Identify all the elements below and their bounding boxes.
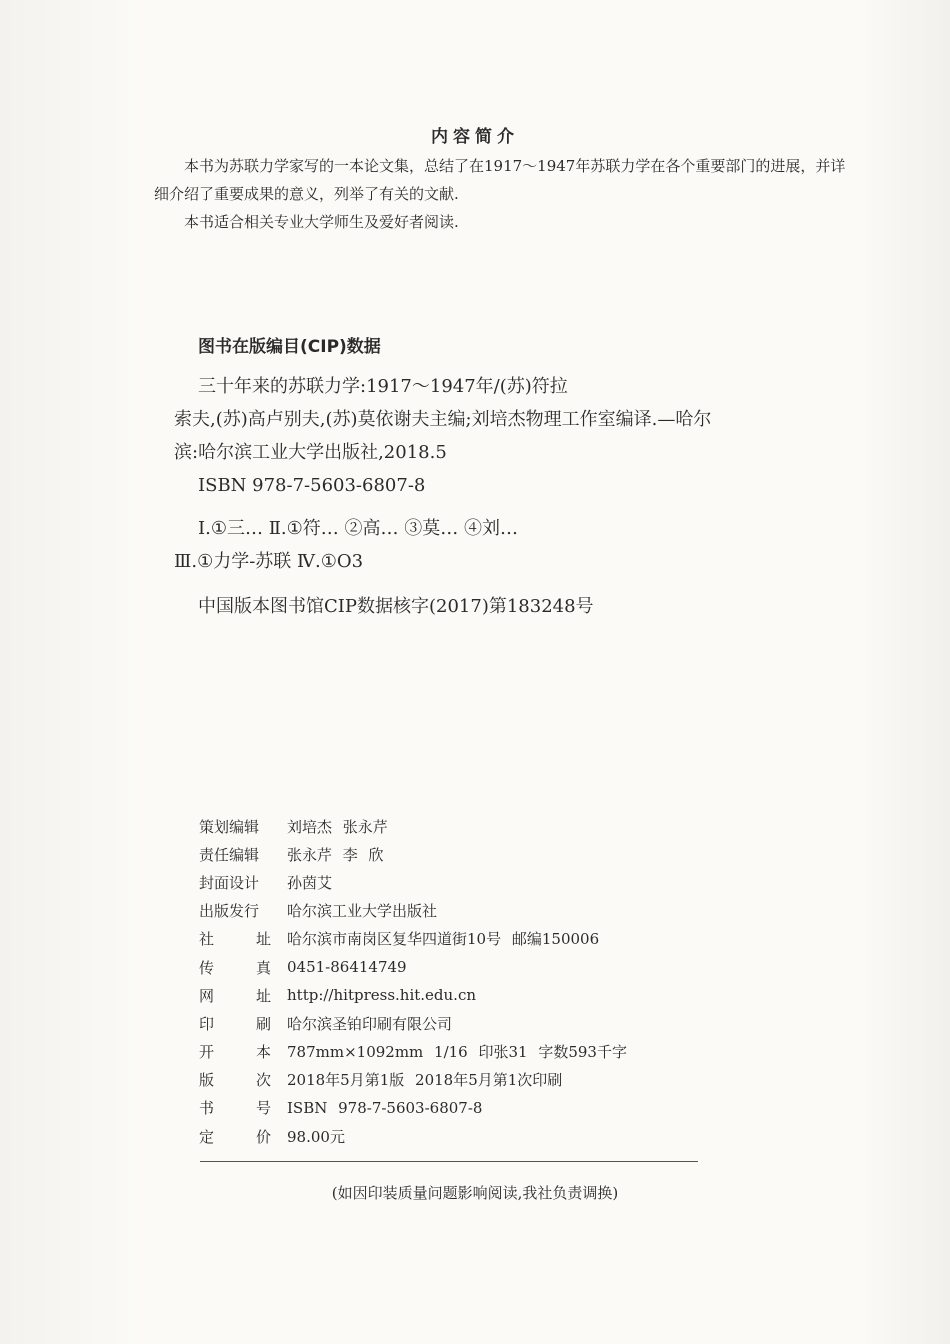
pub-row-fax xyxy=(199,953,627,981)
pub-value: 98.00元 xyxy=(287,1127,345,1146)
pub-row-format xyxy=(199,1038,627,1066)
pub-value: 787mm×1092mm 1/16 印张31 字数593千字 xyxy=(287,1043,627,1062)
pub-value: 张永芹 李 欣 xyxy=(287,845,384,864)
summary-paragraph-2: 本书适合相关专业大学师生及爱好者阅读. xyxy=(184,213,459,231)
pub-value: 刘培杰 张永芹 xyxy=(287,817,388,836)
pub-row-printer xyxy=(199,1009,627,1037)
pub-value: 哈尔滨市南岗区复华四道街10号 邮编150006 xyxy=(287,930,600,949)
pub-label: 印 刷 xyxy=(199,1014,271,1033)
pub-row-edition xyxy=(199,1066,627,1094)
pub-row-price xyxy=(199,1122,627,1150)
pub-value: http://hitpress.hit.edu.cn xyxy=(287,986,477,1005)
cip-record-line-3: 滨:哈尔滨工业大学出版社,2018.5 xyxy=(174,442,447,463)
cip-isbn: ISBN 978-7-5603-6807-8 xyxy=(198,475,426,496)
summary-body xyxy=(154,152,854,236)
cip-subject-line-1: Ⅰ.①三… Ⅱ.①符… ②高… ③莫… ④刘… xyxy=(198,518,518,539)
pub-row-address xyxy=(199,925,627,953)
pub-value: 2018年5月第1版 2018年5月第1次印刷 xyxy=(287,1071,563,1090)
cip-subject-line-2: Ⅲ.①力学-苏联 Ⅳ.①O3 xyxy=(174,551,364,572)
pub-row-planning-editor xyxy=(199,812,627,840)
pub-label: 版 次 xyxy=(199,1071,271,1090)
pub-label: 出版发行 xyxy=(199,902,260,921)
cip-record-line-2: 索夫,(苏)高卢别夫,(苏)莫依谢夫主编;刘培杰物理工作室编译.—哈尔 xyxy=(174,409,712,430)
pub-label: 社 址 xyxy=(199,930,271,949)
cip-heading: 图书在版编目(CIP)数据 xyxy=(198,337,381,357)
cip-record xyxy=(174,370,864,623)
scan-shade-left xyxy=(0,0,140,1344)
pub-label: 网 址 xyxy=(199,986,271,1005)
footer-note: (如因印装质量问题影响阅读,我社负责调换) xyxy=(331,1184,619,1202)
pub-label: 定 价 xyxy=(199,1127,271,1146)
pub-value: ISBN 978-7-5603-6807-8 xyxy=(287,1098,483,1117)
pub-row-cover-design xyxy=(199,868,627,896)
cip-record-line-1: 三十年来的苏联力学:1917～1947年/(苏)符拉 xyxy=(198,376,568,397)
pub-value: 孙茵艾 xyxy=(287,873,333,892)
publishing-info xyxy=(199,812,627,1150)
pub-label: 策划编辑 xyxy=(199,817,260,836)
pub-label: 封面设计 xyxy=(199,873,260,892)
pub-value: 0451-86414749 xyxy=(287,958,407,977)
pub-value: 哈尔滨圣铂印刷有限公司 xyxy=(287,1014,453,1033)
pub-row-website xyxy=(199,981,627,1009)
pub-label: 开 本 xyxy=(199,1043,271,1062)
pub-label: 书 号 xyxy=(199,1099,271,1118)
scan-shade-right xyxy=(860,0,950,1344)
summary-title: 内容简介 xyxy=(431,127,519,147)
pub-value: 哈尔滨工业大学出版社 xyxy=(287,902,438,921)
pub-row-isbn xyxy=(199,1094,627,1122)
pub-label: 传 真 xyxy=(199,958,271,977)
divider-rule xyxy=(200,1161,698,1162)
summary-paragraph-1: 本书为苏联力学家写的一本论文集，总结了在1917～1947年苏联力学在各个重要部门的进展，并详细介绍了重要成果的意义，列举了有关的文献. xyxy=(154,157,846,203)
pub-row-responsible-editor xyxy=(199,840,627,868)
cip-library-note: 中国版本图书馆CIP数据核字(2017)第183248号 xyxy=(198,596,594,617)
pub-label: 责任编辑 xyxy=(199,845,260,864)
pub-row-publisher xyxy=(199,897,627,925)
